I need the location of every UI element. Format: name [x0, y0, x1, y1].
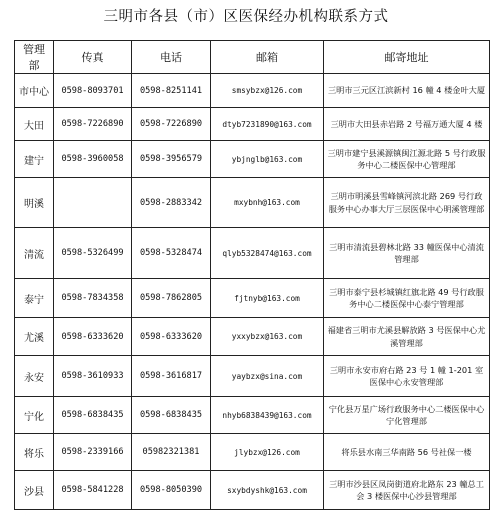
- address-cell: 三明市沙县区凤岗街道府北路东 23 幢总工会 3 楼医保中心沙县管理部: [324, 471, 490, 510]
- phone-cell: 0598-6838435: [132, 397, 211, 434]
- address-cell: 三明市大田县赤岩路 2 号福万通大厦 4 楼: [324, 108, 490, 141]
- table-row: [15, 434, 490, 471]
- table-row: [15, 471, 490, 510]
- email-cell: qlyb5328474@163.com: [211, 228, 324, 279]
- table-row: [15, 228, 490, 279]
- fax-cell: 0598-5326499: [54, 228, 132, 279]
- address-cell: 三明市泰宁县杉城镇红旗北路 49 号行政服务中心二楼医保中心泰宁管理部: [324, 279, 490, 318]
- table-row: [15, 108, 490, 141]
- email-cell: nhyb6838439@163.com: [211, 397, 324, 434]
- address-cell: 三明市清流县碧林北路 33 幢医保中心清流管理部: [324, 228, 490, 279]
- phone-cell: 0598-5328474: [132, 228, 211, 279]
- table-row: [15, 74, 490, 108]
- phone-cell: 0598-7226890: [132, 108, 211, 141]
- column-header-fax: 传真: [54, 41, 132, 74]
- email-cell: sxybdyshk@163.com: [211, 471, 324, 510]
- column-header-dept: 管理部: [15, 41, 54, 74]
- address-cell: 将乐县水南三华南路 56 号社保一楼: [324, 434, 490, 471]
- fax-cell: 0598-3610933: [54, 356, 132, 397]
- fax-cell: [54, 178, 132, 228]
- phone-cell: 0598-8251141: [132, 74, 211, 108]
- dept-cell: 尤溪: [15, 318, 54, 356]
- email-cell: mxybnh@163.com: [211, 178, 324, 228]
- dept-cell: 大田: [15, 108, 54, 141]
- contact-table: [14, 40, 490, 510]
- fax-cell: 0598-3960058: [54, 141, 132, 178]
- dept-cell: 永安: [15, 356, 54, 397]
- phone-cell: 0598-3616817: [132, 356, 211, 397]
- fax-cell: 0598-5841228: [54, 471, 132, 510]
- table-row: [15, 356, 490, 397]
- address-cell: 三明市三元区江滨新村 16 幢 4 楼金叶大厦: [324, 74, 490, 108]
- phone-cell: 05982321381: [132, 434, 211, 471]
- email-cell: dtyb7231890@163.com: [211, 108, 324, 141]
- dept-cell: 明溪: [15, 178, 54, 228]
- fax-cell: 0598-7834358: [54, 279, 132, 318]
- column-header-phone: 电话: [132, 41, 211, 74]
- phone-cell: 0598-2883342: [132, 178, 211, 228]
- fax-cell: 0598-6333620: [54, 318, 132, 356]
- phone-cell: 0598-6333620: [132, 318, 211, 356]
- fax-cell: 0598-8093701: [54, 74, 132, 108]
- column-header-email: 邮箱: [211, 41, 324, 74]
- address-cell: 三明市永安市府右路 23 号 1 幢 1-201 室医保中心永安管理部: [324, 356, 490, 397]
- table-row: [15, 397, 490, 434]
- email-cell: yaybzx@sina.com: [211, 356, 324, 397]
- fax-cell: 0598-6838435: [54, 397, 132, 434]
- fax-cell: 0598-7226890: [54, 108, 132, 141]
- fax-cell: 0598-2339166: [54, 434, 132, 471]
- table-row: [15, 279, 490, 318]
- dept-cell: 沙县: [15, 471, 54, 510]
- table-row: [15, 141, 490, 178]
- phone-cell: 0598-3956579: [132, 141, 211, 178]
- phone-cell: 0598-7862805: [132, 279, 211, 318]
- dept-cell: 将乐: [15, 434, 54, 471]
- page-title: 三明市各县（市）区医保经办机构联系方式: [103, 9, 389, 25]
- table-header-row: [15, 41, 490, 74]
- dept-cell: 泰宁: [15, 279, 54, 318]
- address-cell: 三明市明溪县雪峰镇河滨北路 269 号行政服务中心办事大厅三层医保中心明溪管理部: [324, 178, 490, 228]
- email-cell: yxxybzx@163.com: [211, 318, 324, 356]
- phone-cell: 0598-8050390: [132, 471, 211, 510]
- email-cell: ybjnglb@163.com: [211, 141, 324, 178]
- address-cell: 宁化县万星广场行政服务中心二楼医保中心宁化管理部: [324, 397, 490, 434]
- column-header-address: 邮寄地址: [324, 41, 490, 74]
- dept-cell: 宁化: [15, 397, 54, 434]
- table-row: [15, 178, 490, 228]
- table-row: [15, 318, 490, 356]
- address-cell: 福建省三明市尤溪县解放路 3 号医保中心尤溪管理部: [324, 318, 490, 356]
- email-cell: smsybzx@126.com: [211, 74, 324, 108]
- dept-cell: 市中心: [15, 74, 54, 108]
- dept-cell: 建宁: [15, 141, 54, 178]
- email-cell: fjtnyb@163.com: [211, 279, 324, 318]
- address-cell: 三明市建宁县溪源镇闽江源北路 5 号行政服务中心二楼医保中心管理部: [324, 141, 490, 178]
- email-cell: jlybzx@126.com: [211, 434, 324, 471]
- dept-cell: 清流: [15, 228, 54, 279]
